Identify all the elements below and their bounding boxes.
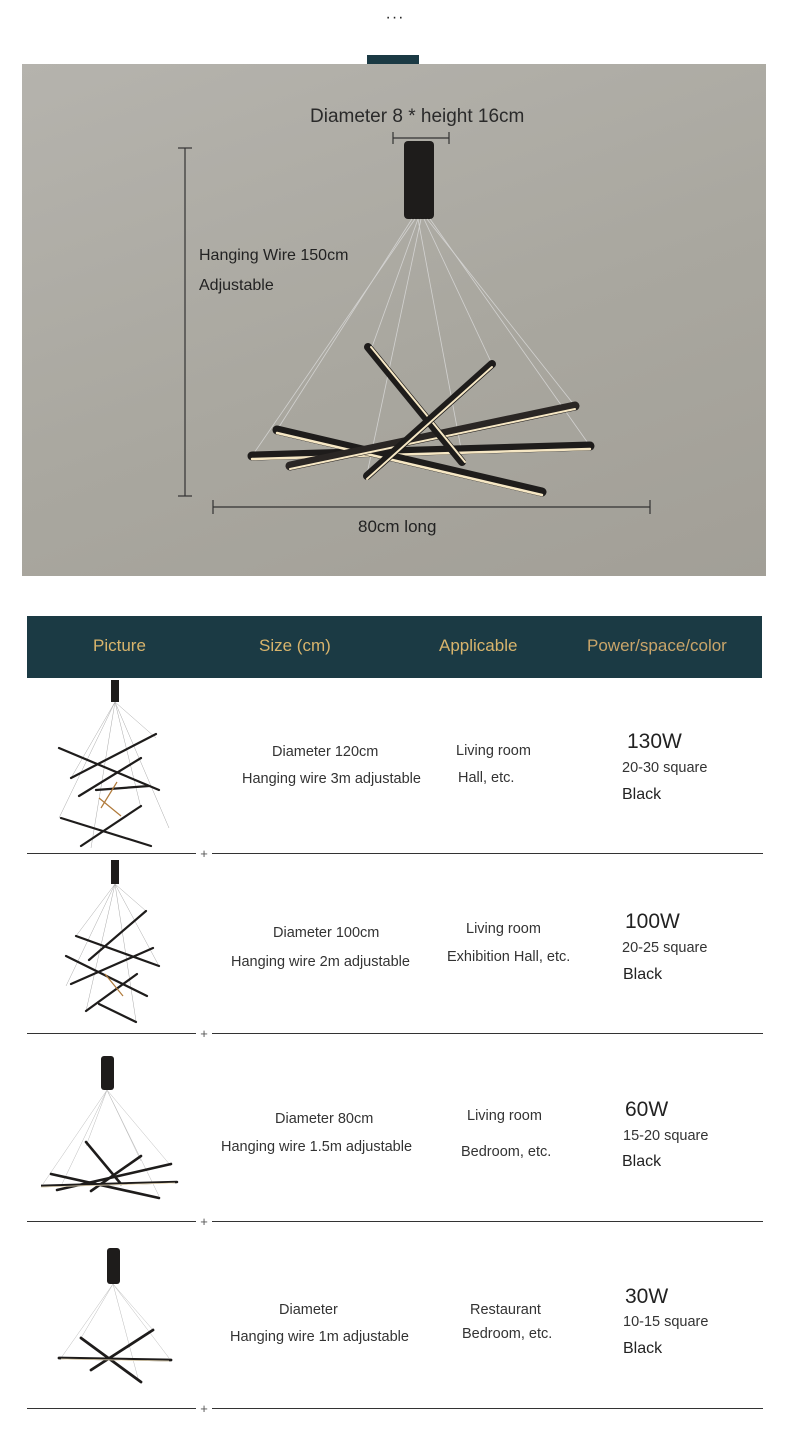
spec-table-header: [27, 616, 762, 678]
applicable-line1: Living room: [466, 921, 541, 937]
applicable-line1: Restaurant: [470, 1302, 541, 1318]
size-diameter: Diameter: [279, 1302, 338, 1318]
applicable-line1: Living room: [456, 743, 531, 759]
header-size: Size (cm): [259, 636, 331, 655]
color-value: Black: [623, 966, 663, 983]
hanging-wire-label: Hanging Wire 150cm: [199, 247, 349, 264]
adjustable-label: Adjustable: [199, 277, 274, 294]
header-applicable: Applicable: [439, 636, 518, 655]
product-hero-image: [22, 64, 766, 576]
length-label: 80cm long: [358, 517, 437, 536]
size-wire: Hanging wire 1.5m adjustable: [221, 1139, 413, 1155]
power-watt: 60W: [625, 1098, 669, 1121]
divider-plus-icon: +: [196, 1403, 212, 1415]
divider-plus-icon: +: [196, 1028, 212, 1040]
size-wire: Hanging wire 2m adjustable: [231, 954, 410, 970]
canopy-dimension-label: Diameter 8 * height 16cm: [310, 106, 525, 127]
power-watt: 100W: [625, 910, 680, 933]
color-value: Black: [623, 1340, 663, 1357]
chandelier-80-thumbnail: [41, 1036, 201, 1216]
row-divider: [27, 853, 763, 854]
space-square: 10-15 square: [623, 1314, 709, 1330]
size-wire: Hanging wire 1m adjustable: [230, 1329, 409, 1345]
space-square: 15-20 square: [623, 1128, 709, 1144]
table-row: [27, 678, 763, 853]
applicable-line2: Bedroom, etc.: [461, 1144, 552, 1160]
space-square: 20-30 square: [622, 760, 708, 776]
size-diameter: Diameter 100cm: [273, 925, 380, 941]
power-watt: 30W: [625, 1285, 669, 1308]
applicable-line2: Bedroom, etc.: [462, 1326, 553, 1342]
header-picture: Picture: [93, 636, 146, 655]
row-divider: [27, 1221, 763, 1222]
size-diameter: Diameter 80cm: [275, 1111, 374, 1127]
color-value: Black: [622, 1153, 662, 1170]
table-row: [27, 856, 763, 1033]
chandelier-120-thumbnail: [41, 678, 181, 853]
row-divider: [27, 1408, 763, 1409]
space-square: 20-25 square: [622, 940, 708, 956]
applicable-line2: Exhibition Hall, etc.: [447, 949, 571, 965]
applicable-line1: Living room: [467, 1108, 542, 1124]
divider-plus-icon: +: [196, 848, 212, 860]
applicable-line2: Hall, etc.: [458, 770, 515, 786]
chandelier-60-thumbnail: [41, 1224, 201, 1404]
color-value: Black: [622, 786, 662, 803]
size-diameter: Diameter 120cm: [272, 744, 379, 760]
power-watt: 130W: [627, 730, 682, 753]
size-wire: Hanging wire 3m adjustable: [242, 771, 421, 787]
header-power: Power/space/color: [587, 636, 727, 655]
chandelier-illustration: [22, 64, 766, 576]
divider-plus-icon: +: [196, 1216, 212, 1228]
more-options-icon[interactable]: ···: [385, 9, 405, 26]
row-divider: [27, 1033, 763, 1034]
table-row: [27, 1224, 763, 1408]
table-row: [27, 1036, 763, 1221]
chandelier-100-thumbnail: [41, 856, 181, 1033]
